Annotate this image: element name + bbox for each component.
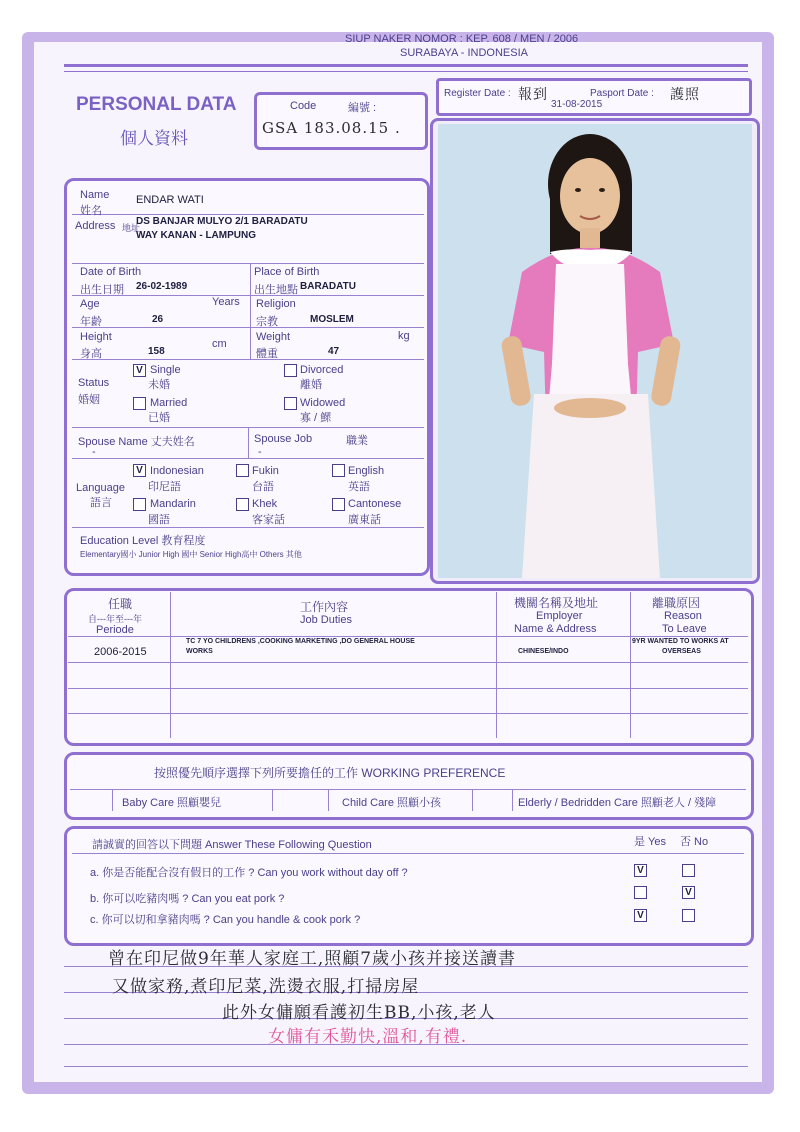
pob-label: Place of Birth: [254, 266, 320, 278]
lang-cantonese-checkbox[interactable]: [332, 498, 345, 511]
lang-english-label: English: [348, 465, 385, 477]
row-divider: [68, 688, 748, 689]
status-widowed-checkbox[interactable]: [284, 397, 297, 410]
lang-khek-checkbox[interactable]: [236, 498, 249, 511]
person-figure: [438, 124, 752, 578]
col-divider: [170, 592, 171, 738]
exp-duties-line2: WORKS: [186, 648, 213, 655]
row-divider: [70, 789, 746, 790]
status-label: Status: [78, 377, 110, 389]
question-b-yes-checkbox[interactable]: [634, 886, 647, 899]
weight-label-zh: 體重: [256, 348, 278, 360]
lang-english-checkbox[interactable]: [332, 464, 345, 477]
name-value: ENDAR WATI: [136, 194, 204, 206]
status-widowed-zh: 寡 / 鰥: [300, 412, 332, 424]
exp-period: 2006-2015: [94, 646, 147, 658]
lang-indonesian-label: Indonesian: [150, 465, 204, 477]
lang-fukin-zh: 台語: [252, 481, 274, 493]
row-divider: [72, 527, 424, 528]
code-value: GSA 183.08.15 .: [262, 119, 401, 137]
language-label-zh: 語言: [90, 497, 112, 509]
education-options: Elementary國小 Junior High 國中 Senior High高中 Others 其他: [80, 550, 302, 559]
form-title: PERSONAL DATA: [76, 94, 237, 115]
lang-khek-label: Khek: [252, 498, 278, 510]
passport-zh: 護照: [670, 87, 700, 103]
lang-khek-zh: 客家話: [252, 514, 285, 526]
height-value: 158: [148, 346, 165, 357]
code-label-zh: 編號 :: [348, 102, 377, 114]
religion-label-zh: 宗教: [256, 316, 278, 328]
pob-label-zh: 出生地點: [254, 284, 298, 296]
question-b: b. 你可以吃豬肉嗎 ? Can you eat pork ?: [90, 893, 285, 905]
pref-baby-care: Baby Care 照顧嬰兒: [122, 797, 222, 809]
col-period-zh: 任職: [108, 597, 133, 611]
status-divorced-zh: 離婚: [300, 379, 322, 391]
col-reason-en1: Reason: [664, 610, 702, 622]
note-line-3: 此外女傭願看護初生BB,小孩,老人: [222, 1003, 496, 1023]
religion-label: Religion: [256, 298, 296, 310]
row-divider: [68, 713, 748, 714]
question-c-no-checkbox[interactable]: [682, 909, 695, 922]
education-label: Education Level 教育程度: [80, 535, 206, 547]
code-label: Code: [290, 100, 317, 112]
dob-value: 26-02-1989: [136, 281, 188, 292]
col-divider: [112, 789, 113, 811]
age-value: 26: [152, 314, 164, 325]
height-label-zh: 身高: [80, 348, 102, 360]
status-married-label: Married: [150, 397, 188, 409]
address-label: Address: [75, 220, 116, 232]
spouse-job-value: -: [258, 446, 262, 458]
header-rule-thin: [64, 71, 748, 72]
note-line-2: 又做家務,煮印尼菜,洗燙衣服,打掃房屋: [112, 977, 420, 997]
form-title-zh: 個人資料: [120, 129, 188, 149]
exp-duties-line1: TC 7 YO CHILDRENS ,COOKING MARKETING ,DO GENERAL HOUSE: [186, 638, 415, 645]
address-label-zh: 地址: [122, 223, 141, 233]
question-a: a. 你是否能配合沒有假日的工作 ? Can you work without day off ?: [90, 867, 408, 879]
questions-title: 請誠實的回答以下問題 Answer These Following Question: [92, 839, 372, 851]
col-divider: [328, 789, 329, 811]
language-label: Language: [76, 482, 125, 494]
col-divider: [512, 789, 513, 811]
lang-cantonese-label: Cantonese: [348, 498, 402, 510]
row-divider: [72, 214, 424, 215]
lang-mandarin-label: Mandarin: [150, 498, 196, 510]
preference-title: 按照優先順序選擇下列所要擔任的工作 WORKING PREFERENCE: [154, 766, 506, 780]
dob-label: Date of Birth: [80, 266, 142, 278]
question-a-no-checkbox[interactable]: [682, 864, 695, 877]
note-line-4: 女傭有禾勤快,溫和,有禮.: [268, 1027, 468, 1047]
col-employer-en2: Name & Address: [514, 623, 597, 635]
col-divider: [472, 789, 473, 811]
col-divider: [272, 789, 273, 811]
passport-label: Pasport Date :: [590, 88, 654, 99]
row-divider: [68, 662, 748, 663]
spouse-job-zh: 職業: [346, 435, 368, 447]
col-divider: [250, 263, 251, 359]
col-divider: [630, 592, 631, 738]
age-unit: Years: [212, 296, 240, 308]
lang-english-zh: 英語: [348, 481, 370, 493]
pref-elderly-care: Elderly / Bedridden Care 照顧老人 / 殘障: [518, 797, 717, 809]
lang-fukin-label: Fukin: [252, 465, 279, 477]
address-line2: WAY KANAN - LAMPUNG: [136, 230, 257, 241]
pref-child-care: Child Care 照顧小孩: [342, 797, 442, 809]
lang-mandarin-checkbox[interactable]: [133, 498, 146, 511]
spouse-name-value: -: [92, 446, 96, 458]
col-divider: [248, 427, 249, 458]
age-label: Age: [80, 298, 100, 310]
question-a-yes-checkbox[interactable]: V: [634, 864, 647, 877]
header-line2: SURABAYA - INDONESIA: [400, 47, 528, 59]
height-unit: cm: [212, 338, 227, 350]
height-label: Height: [80, 331, 112, 343]
exp-reason-line1: 9YR WANTED TO WORKS AT: [632, 638, 729, 645]
col-reason-en2: To Leave: [662, 623, 707, 635]
col-no: 否 No: [680, 836, 709, 848]
row-divider: [72, 327, 424, 328]
lang-fukin-checkbox[interactable]: [236, 464, 249, 477]
pob-value: BARADATU: [300, 281, 356, 292]
exp-reason-line2: OVERSEAS: [662, 648, 701, 655]
status-label-zh: 婚姻: [78, 394, 100, 406]
name-label: Name: [80, 189, 110, 201]
col-period-en: Periode: [96, 624, 134, 636]
lang-indonesian-zh: 印尼語: [148, 481, 181, 493]
col-duties-zh: 工作內容: [300, 600, 349, 614]
col-duties-en: Job Duties: [300, 614, 352, 626]
header-rule: [64, 64, 748, 67]
spouse-name-label: Spouse Name 丈夫姓名: [78, 436, 195, 448]
lang-indonesian-checkbox[interactable]: V: [133, 464, 146, 477]
question-b-no-checkbox[interactable]: V: [682, 886, 695, 899]
lang-mandarin-zh: 國語: [148, 514, 170, 526]
status-single-zh: 未婚: [148, 379, 170, 391]
question-c-yes-checkbox[interactable]: V: [634, 909, 647, 922]
weight-value: 47: [328, 346, 340, 357]
status-married-checkbox[interactable]: [133, 397, 146, 410]
status-single-label: Single: [150, 364, 181, 376]
row-divider: [68, 636, 748, 637]
note-line-1: 曾在印尼做9年華人家庭工,照顧7歲小孩并接送讀書: [108, 949, 517, 969]
col-yes: 是 Yes: [634, 836, 667, 848]
register-zh: 報到: [518, 87, 548, 103]
row-divider: [72, 263, 424, 264]
row-divider: [72, 458, 424, 459]
col-period-sub: 自---年至---年: [88, 614, 142, 624]
religion-value: MOSLEM: [310, 314, 354, 325]
note-line: [64, 1066, 748, 1067]
address-line1: DS BANJAR MULYO 2/1 BARADATU: [136, 216, 308, 227]
status-divorced-label: Divorced: [300, 364, 344, 376]
name-label-zh: 姓名: [80, 205, 102, 217]
experience-table: [64, 588, 754, 746]
weight-unit: kg: [398, 330, 410, 342]
status-divorced-checkbox[interactable]: [284, 364, 297, 377]
row-divider: [72, 359, 424, 360]
applicant-photo: [438, 124, 752, 578]
lang-cantonese-zh: 廣東話: [348, 514, 381, 526]
exp-employer: CHINESE/INDO: [518, 648, 569, 655]
status-married-zh: 已婚: [148, 412, 170, 424]
age-label-zh: 年齡: [80, 316, 102, 328]
col-reason-zh: 離職原因: [652, 596, 701, 610]
col-divider: [496, 592, 497, 738]
status-single-checkbox[interactable]: V: [133, 364, 146, 377]
dob-label-zh: 出生日期: [80, 284, 124, 296]
question-c: c. 你可以切和拿豬肉嗎 ? Can you handle & cook pork ?: [90, 914, 361, 926]
header-line1: SIUP NAKER NOMOR : KEP. 608 / MEN / 2006: [345, 33, 579, 45]
weight-label: Weight: [256, 331, 291, 343]
col-employer-zh: 機關名稱及地址: [514, 596, 599, 610]
row-divider: [72, 295, 424, 296]
status-widowed-label: Widowed: [300, 397, 346, 409]
row-divider: [72, 853, 744, 854]
spouse-job-label: Spouse Job: [254, 433, 313, 445]
col-employer-en1: Employer: [536, 610, 583, 622]
register-date: 31-08-2015: [551, 99, 603, 110]
register-label: Register Date :: [444, 88, 511, 99]
